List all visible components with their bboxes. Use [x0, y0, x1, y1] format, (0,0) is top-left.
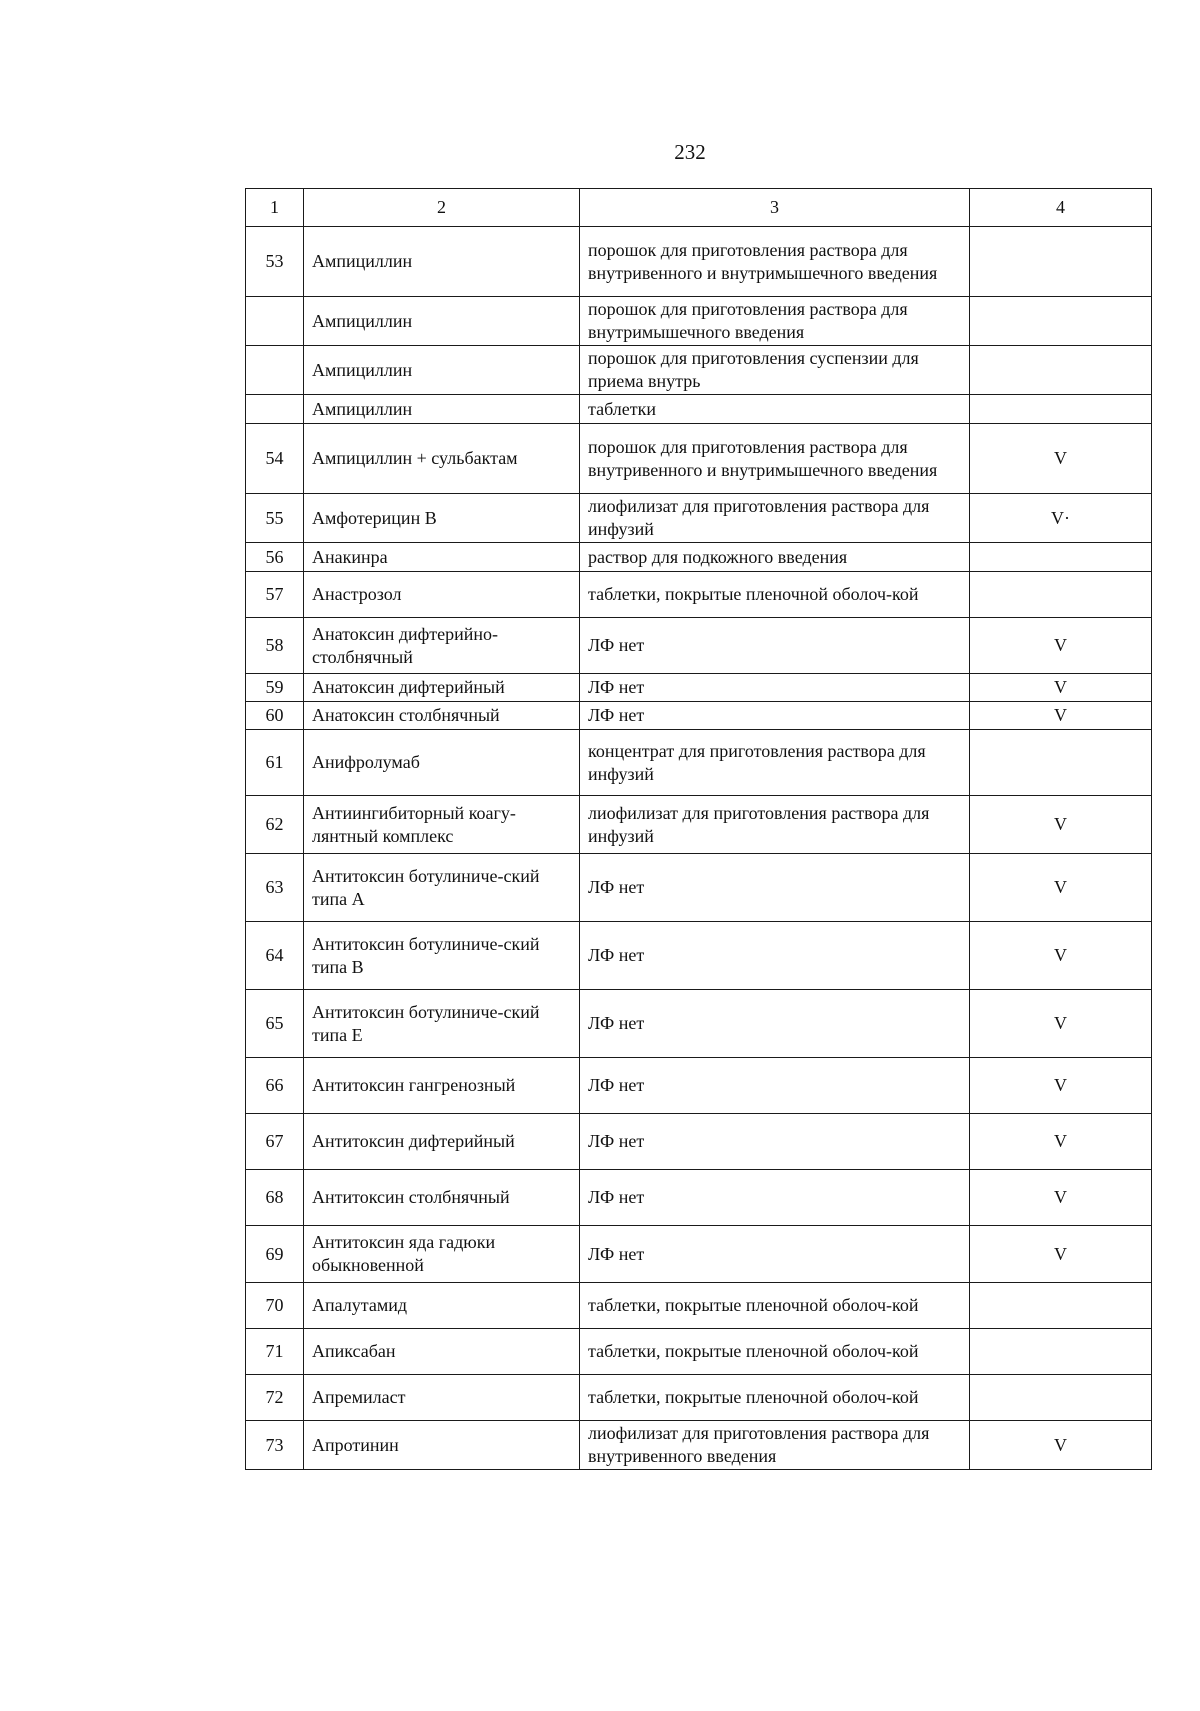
dosage-form: таблетки [580, 395, 970, 424]
table-row [246, 1058, 1152, 1114]
column-header-4: 4 [970, 189, 1152, 227]
drug-name: Антитоксин ботулиниче-ский типа Е [304, 990, 580, 1058]
drug-name: Ампициллин + сульбактам [304, 424, 580, 494]
drug-name: Ампициллин [304, 395, 580, 424]
page-number [0, 140, 1200, 165]
mark-cell: V [970, 1421, 1152, 1470]
dosage-form: ЛФ нет [580, 854, 970, 922]
table-row [246, 730, 1152, 796]
table-row [246, 543, 1152, 572]
table-row [246, 990, 1152, 1058]
mark-cell: V· [970, 494, 1152, 543]
table-row [246, 572, 1152, 618]
row-number: 56 [246, 543, 304, 572]
row-number: 72 [246, 1375, 304, 1421]
table-row [246, 1283, 1152, 1329]
drug-name: Анатоксин дифтерийно-столбнячный [304, 618, 580, 674]
mark-cell [970, 1283, 1152, 1329]
drug-name: Апремиласт [304, 1375, 580, 1421]
mark-cell: V [970, 854, 1152, 922]
dosage-form: таблетки, покрытые пленочной оболоч-кой [580, 1283, 970, 1329]
drug-name: Ампициллин [304, 227, 580, 297]
mark-cell [970, 1329, 1152, 1375]
mark-cell: V [970, 1170, 1152, 1226]
row-number: 55 [246, 494, 304, 543]
drug-name: Антитоксин ботулиниче-ский типа В [304, 922, 580, 990]
drug-name: Антитоксин гангренозный [304, 1058, 580, 1114]
row-number: 58 [246, 618, 304, 674]
dosage-form: раствор для подкожного введения [580, 543, 970, 572]
table-row [246, 618, 1152, 674]
dosage-form: лиофилизат для приготовления раствора для инфузий [580, 796, 970, 854]
column-header-2: 2 [304, 189, 580, 227]
dosage-form: концентрат для приготовления раствора для инфузий [580, 730, 970, 796]
table-row [246, 424, 1152, 494]
row-number [246, 346, 304, 395]
mark-cell: V [970, 796, 1152, 854]
drug-name: Антитоксин столбнячный [304, 1170, 580, 1226]
table-row [246, 1226, 1152, 1283]
mark-cell [970, 297, 1152, 346]
table-row [246, 674, 1152, 702]
table-row [246, 1421, 1152, 1470]
drug-name: Анатоксин столбнячный [304, 702, 580, 730]
mark-cell: V [970, 618, 1152, 674]
drug-name: Антитоксин ботулиниче-ский типа А [304, 854, 580, 922]
dosage-form: ЛФ нет [580, 1226, 970, 1283]
mark-cell: V [970, 1226, 1152, 1283]
row-number: 62 [246, 796, 304, 854]
table-row [246, 494, 1152, 543]
table-row [246, 346, 1152, 395]
row-number: 68 [246, 1170, 304, 1226]
dosage-form: ЛФ нет [580, 1114, 970, 1170]
row-number: 67 [246, 1114, 304, 1170]
dosage-form: ЛФ нет [580, 1170, 970, 1226]
mark-cell [970, 572, 1152, 618]
mark-cell [970, 395, 1152, 424]
table-row [246, 1114, 1152, 1170]
table-row [246, 702, 1152, 730]
drug-name: Апалутамид [304, 1283, 580, 1329]
mark-cell: V [970, 990, 1152, 1058]
dosage-form: порошок для приготовления раствора для внутривенного и внутримышечного введения [580, 424, 970, 494]
row-number: 59 [246, 674, 304, 702]
dosage-form: лиофилизат для приготовления раствора для внутривенного введения [580, 1421, 970, 1470]
row-number: 65 [246, 990, 304, 1058]
table-row [246, 395, 1152, 424]
table-header-row [246, 189, 1152, 227]
drug-name: Анакинра [304, 543, 580, 572]
row-number: 54 [246, 424, 304, 494]
table-row [246, 1170, 1152, 1226]
drug-name: Апиксабан [304, 1329, 580, 1375]
row-number: 63 [246, 854, 304, 922]
drug-name: Антитоксин дифтерийный [304, 1114, 580, 1170]
row-number: 70 [246, 1283, 304, 1329]
row-number: 69 [246, 1226, 304, 1283]
drug-name: Анастрозол [304, 572, 580, 618]
drug-name: Амфотерицин В [304, 494, 580, 543]
table-row [246, 1329, 1152, 1375]
table-row [246, 854, 1152, 922]
row-number: 73 [246, 1421, 304, 1470]
drug-name: Ампициллин [304, 297, 580, 346]
mark-cell [970, 227, 1152, 297]
dosage-form: ЛФ нет [580, 702, 970, 730]
drug-table [245, 188, 1152, 1470]
drug-name: Анатоксин дифтерийный [304, 674, 580, 702]
row-number: 60 [246, 702, 304, 730]
column-header-1: 1 [246, 189, 304, 227]
row-number: 64 [246, 922, 304, 990]
dosage-form: ЛФ нет [580, 922, 970, 990]
dosage-form: порошок для приготовления раствора для внутримышечного введения [580, 297, 970, 346]
row-number: 53 [246, 227, 304, 297]
mark-cell: V [970, 702, 1152, 730]
mark-cell [970, 730, 1152, 796]
dosage-form: ЛФ нет [580, 618, 970, 674]
drug-name: Антитоксин яда гадюки обыкновенной [304, 1226, 580, 1283]
dosage-form: порошок для приготовления раствора для внутривенного и внутримышечного введения [580, 227, 970, 297]
dosage-form: таблетки, покрытые пленочной оболоч-кой [580, 572, 970, 618]
dosage-form: порошок для приготовления суспензии для приема внутрь [580, 346, 970, 395]
mark-cell [970, 1375, 1152, 1421]
page-number-text: 232 [674, 140, 706, 164]
mark-cell [970, 346, 1152, 395]
table-row [246, 297, 1152, 346]
row-number: 57 [246, 572, 304, 618]
table-row [246, 1375, 1152, 1421]
row-number [246, 395, 304, 424]
table-row [246, 796, 1152, 854]
drug-name: Апротинин [304, 1421, 580, 1470]
drug-name: Ампициллин [304, 346, 580, 395]
mark-cell: V [970, 1058, 1152, 1114]
mark-cell: V [970, 674, 1152, 702]
dosage-form: ЛФ нет [580, 990, 970, 1058]
column-header-3: 3 [580, 189, 970, 227]
table-row [246, 922, 1152, 990]
dosage-form: лиофилизат для приготовления раствора для инфузий [580, 494, 970, 543]
mark-cell: V [970, 1114, 1152, 1170]
table-row [246, 227, 1152, 297]
row-number: 71 [246, 1329, 304, 1375]
drug-name: Антиингибиторный коагу-лянтный комплекс [304, 796, 580, 854]
dosage-form: ЛФ нет [580, 674, 970, 702]
mark-cell [970, 543, 1152, 572]
row-number: 66 [246, 1058, 304, 1114]
dosage-form: ЛФ нет [580, 1058, 970, 1114]
drug-name: Анифролумаб [304, 730, 580, 796]
dosage-form: таблетки, покрытые пленочной оболоч-кой [580, 1375, 970, 1421]
mark-cell: V [970, 922, 1152, 990]
row-number: 61 [246, 730, 304, 796]
row-number [246, 297, 304, 346]
dosage-form: таблетки, покрытые пленочной оболоч-кой [580, 1329, 970, 1375]
mark-cell: V [970, 424, 1152, 494]
